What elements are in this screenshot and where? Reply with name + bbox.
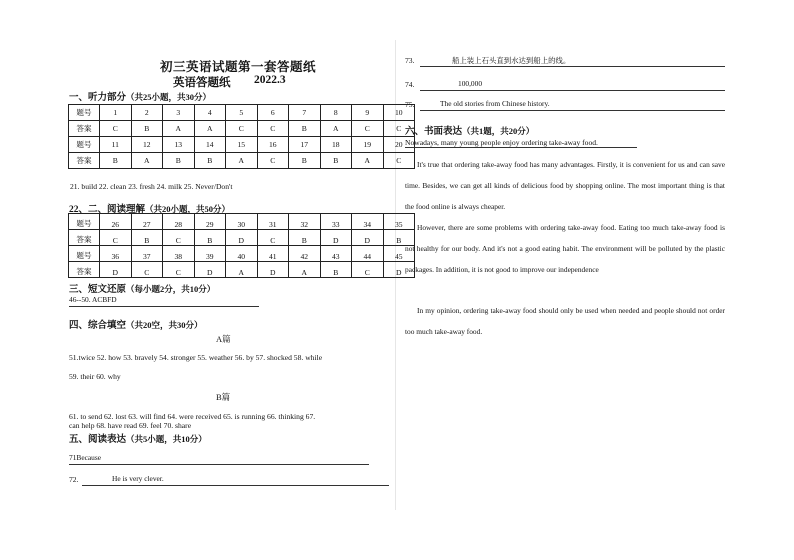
listening-answer-cell: C bbox=[352, 121, 384, 137]
answer-72-label: 72. bbox=[69, 475, 79, 484]
reading-question-number-cell: 32 bbox=[289, 214, 321, 230]
reading-question-number-cell: 35 bbox=[383, 214, 415, 230]
answer-73-line bbox=[420, 55, 725, 67]
listening-answer-cell: C bbox=[226, 121, 258, 137]
cloze-part-b-label: B篇 bbox=[216, 392, 231, 402]
listening-question-number-cell: 10 bbox=[383, 105, 415, 121]
reading-answer-cell: D bbox=[100, 262, 132, 278]
sheet-subtitle: 英语答题纸 bbox=[173, 77, 231, 89]
writing-heading bbox=[405, 123, 534, 137]
reading-question-number-cell: 26 bbox=[100, 214, 132, 230]
listening-table-row bbox=[69, 105, 415, 121]
answer-72-line bbox=[82, 474, 389, 486]
reading-answer-cell: D bbox=[320, 230, 352, 246]
listening-question-number-cell: 3 bbox=[163, 105, 195, 121]
answer-72-text: He is very clever. bbox=[112, 474, 164, 483]
reading-answer-cell: B bbox=[320, 262, 352, 278]
sheet-date: 2022.3 bbox=[254, 74, 286, 86]
listening-question-number-cell: 14 bbox=[194, 137, 226, 153]
reading-table-row bbox=[69, 246, 415, 262]
answer-73-label: 73. bbox=[405, 56, 415, 65]
listening-question-number-cell: 16 bbox=[257, 137, 289, 153]
reading-table-row bbox=[69, 214, 415, 230]
expression-heading-note: （共5小题，共10分） bbox=[126, 434, 207, 444]
listening-question-number-cell: 12 bbox=[131, 137, 163, 153]
listening-question-number-cell: 11 bbox=[100, 137, 132, 153]
reading-question-number-cell: 37 bbox=[131, 246, 163, 262]
listening-question-number-cell: 9 bbox=[352, 105, 384, 121]
listening-question-number-cell: 5 bbox=[226, 105, 258, 121]
reading-answer-cell: D bbox=[352, 230, 384, 246]
restore-heading-text: 三、短文还原 bbox=[69, 285, 127, 295]
reading-row-label: 答案 bbox=[69, 230, 100, 246]
listening-question-number-cell: 4 bbox=[194, 105, 226, 121]
reading-answer-cell: C bbox=[257, 230, 289, 246]
cloze-heading-text: 四、综合填空 bbox=[69, 321, 127, 331]
listening-heading-text: 一、听力部分 bbox=[69, 93, 127, 103]
listening-answer-cell: A bbox=[320, 121, 352, 137]
reading-heading-note: （共20小题，共50分） bbox=[145, 204, 231, 214]
listening-heading bbox=[69, 89, 211, 103]
answer-75-text: The old stories from Chinese history. bbox=[440, 99, 550, 108]
reading-answer-cell: C bbox=[163, 230, 195, 246]
reading-answer-table bbox=[68, 213, 415, 278]
reading-question-number-cell: 31 bbox=[257, 214, 289, 230]
listening-answer-cell: B bbox=[289, 121, 321, 137]
listening-question-number-cell: 20 bbox=[383, 137, 415, 153]
reading-row-label: 题号 bbox=[69, 246, 100, 262]
listening-answer-cell: B bbox=[163, 153, 195, 169]
reading-answer-cell: D bbox=[257, 262, 289, 278]
listening-question-number-cell: 6 bbox=[257, 105, 289, 121]
listening-question-number-cell: 19 bbox=[352, 137, 384, 153]
listening-answer-cell: B bbox=[289, 153, 321, 169]
listening-row-label: 题号 bbox=[69, 137, 100, 153]
listening-answer-cell: C bbox=[100, 121, 132, 137]
reading-question-number-cell: 27 bbox=[131, 214, 163, 230]
reading-question-number-cell: 38 bbox=[163, 246, 195, 262]
reading-question-number-cell: 42 bbox=[289, 246, 321, 262]
answer-71-line: 71Because bbox=[69, 453, 369, 465]
listening-row-label: 答案 bbox=[69, 121, 100, 137]
reading-question-number-cell: 44 bbox=[352, 246, 384, 262]
writing-paragraph-3: In my opinion, ordering take-away food should only be used when needed and people should not order too much take-away food. bbox=[405, 306, 725, 336]
reading-question-number-cell: 29 bbox=[194, 214, 226, 230]
reading-question-number-cell: 34 bbox=[352, 214, 384, 230]
answer-74-text: 100,000 bbox=[458, 79, 483, 88]
writing-paragraph-1: It's true that ordering take-away food has many advantages. Firstly, it is convenient for us and can save time. Besides, we can get all kinds of delicious food by shopping online. The most important thing is that the food online is always cheaper. bbox=[405, 160, 725, 211]
answer-74-label: 74. bbox=[405, 80, 415, 89]
cloze-part-a-label: A篇 bbox=[216, 334, 231, 344]
listening-answer-cell: B bbox=[131, 121, 163, 137]
writing-heading-text: 六、书面表达 bbox=[405, 127, 463, 137]
reading-question-number-cell: 36 bbox=[100, 246, 132, 262]
reading-question-number-cell: 30 bbox=[226, 214, 258, 230]
answer-75-label: 75. bbox=[405, 100, 415, 109]
reading-answer-cell: D bbox=[383, 262, 415, 278]
cloze-part-a-line1: 51.twice 52. how 53. bravely 54. stronger 55. weather 56. by 57. shocked 58. while bbox=[69, 353, 323, 362]
listening-question-number-cell: 8 bbox=[320, 105, 352, 121]
reading-answer-cell: B bbox=[289, 230, 321, 246]
listening-heading-note: （共25小题，共30分） bbox=[126, 92, 212, 102]
reading-question-number-cell: 28 bbox=[163, 214, 195, 230]
cloze-part-b-line1: 61. to send 62. lost 63. will find 64. were received 65. is running 66. thinking 67. bbox=[69, 412, 316, 421]
writing-topic: Nowadays, many young people enjoy ordering take-away food. bbox=[405, 138, 637, 148]
listening-answer-cell: A bbox=[194, 121, 226, 137]
reading-heading-text: 22、二、阅读理解 bbox=[69, 205, 146, 215]
cloze-heading-note: （共20空，共30分） bbox=[126, 320, 203, 330]
listening-answer-cell: B bbox=[194, 153, 226, 169]
cloze-heading bbox=[69, 317, 203, 331]
reading-row-label: 题号 bbox=[69, 214, 100, 230]
expression-heading bbox=[69, 431, 207, 445]
listening-answer-table bbox=[68, 104, 415, 169]
listening-table-row bbox=[69, 121, 415, 137]
answer-75-line bbox=[420, 99, 725, 111]
reading-row-label: 答案 bbox=[69, 262, 100, 278]
cloze-part-a-line2: 59. their 60. why bbox=[69, 372, 121, 381]
listening-answer-cell: C bbox=[257, 121, 289, 137]
listening-table-row bbox=[69, 153, 415, 169]
listening-answer-cell: A bbox=[226, 153, 258, 169]
listening-answer-cell: C bbox=[383, 121, 415, 137]
reading-question-number-cell: 39 bbox=[194, 246, 226, 262]
reading-answer-cell: D bbox=[226, 230, 258, 246]
reading-question-number-cell: 45 bbox=[383, 246, 415, 262]
reading-answer-cell: A bbox=[289, 262, 321, 278]
restore-heading-note: （每小题2分，共10分） bbox=[126, 284, 216, 294]
reading-answer-cell: C bbox=[352, 262, 384, 278]
reading-answer-cell: C bbox=[100, 230, 132, 246]
reading-answer-cell: B bbox=[131, 230, 163, 246]
reading-answer-cell: B bbox=[383, 230, 415, 246]
expression-heading-text: 五、阅读表达 bbox=[69, 435, 127, 445]
listening-answer-cell: B bbox=[320, 153, 352, 169]
listening-answer-cell: A bbox=[131, 153, 163, 169]
listening-question-number-cell: 1 bbox=[100, 105, 132, 121]
listening-answer-cell: B bbox=[100, 153, 132, 169]
reading-question-number-cell: 33 bbox=[320, 214, 352, 230]
writing-paragraph-2: However, there are some problems with ordering take-away food. Eating too much take-away food is not healthy for our body. And it's not a good eating habit. The environment will be polluted by the plastic packages. In addition, it is not good to improve our independence bbox=[405, 223, 725, 274]
listening-row-label: 答案 bbox=[69, 153, 100, 169]
reading-question-number-cell: 40 bbox=[226, 246, 258, 262]
answer-74-line bbox=[420, 79, 725, 91]
reading-table-row bbox=[69, 230, 415, 246]
sheet-title: 初三英语试题第一套答题纸 bbox=[160, 60, 317, 74]
reading-answer-cell: B bbox=[194, 230, 226, 246]
listening-fill-answers: 21. build 22. clean 23. fresh 24. milk 25. Never/Don't bbox=[70, 182, 233, 191]
listening-answer-cell: C bbox=[257, 153, 289, 169]
restore-answer-line: 46--50. ACBFD bbox=[69, 295, 259, 307]
reading-answer-cell: A bbox=[226, 262, 258, 278]
listening-question-number-cell: 18 bbox=[320, 137, 352, 153]
listening-answer-cell: A bbox=[163, 121, 195, 137]
reading-answer-cell: C bbox=[131, 262, 163, 278]
reading-table-row bbox=[69, 262, 415, 278]
listening-answer-cell: A bbox=[352, 153, 384, 169]
listening-table-row bbox=[69, 137, 415, 153]
listening-question-number-cell: 13 bbox=[163, 137, 195, 153]
reading-question-number-cell: 41 bbox=[257, 246, 289, 262]
listening-question-number-cell: 2 bbox=[131, 105, 163, 121]
restore-heading bbox=[69, 281, 215, 295]
answer-73-text: 船上装上石头直到水达到船上的线。 bbox=[452, 56, 571, 65]
listening-row-label: 题号 bbox=[69, 105, 100, 121]
reading-question-number-cell: 43 bbox=[320, 246, 352, 262]
reading-answer-cell: C bbox=[163, 262, 195, 278]
reading-answer-cell: D bbox=[194, 262, 226, 278]
writing-heading-note: （共1题，共20分） bbox=[462, 126, 535, 136]
listening-question-number-cell: 15 bbox=[226, 137, 258, 153]
listening-question-number-cell: 17 bbox=[289, 137, 321, 153]
listening-answer-cell: C bbox=[383, 153, 415, 169]
listening-question-number-cell: 7 bbox=[289, 105, 321, 121]
cloze-part-b-line2: can help 68. have read 69. feel 70. share bbox=[69, 421, 192, 430]
